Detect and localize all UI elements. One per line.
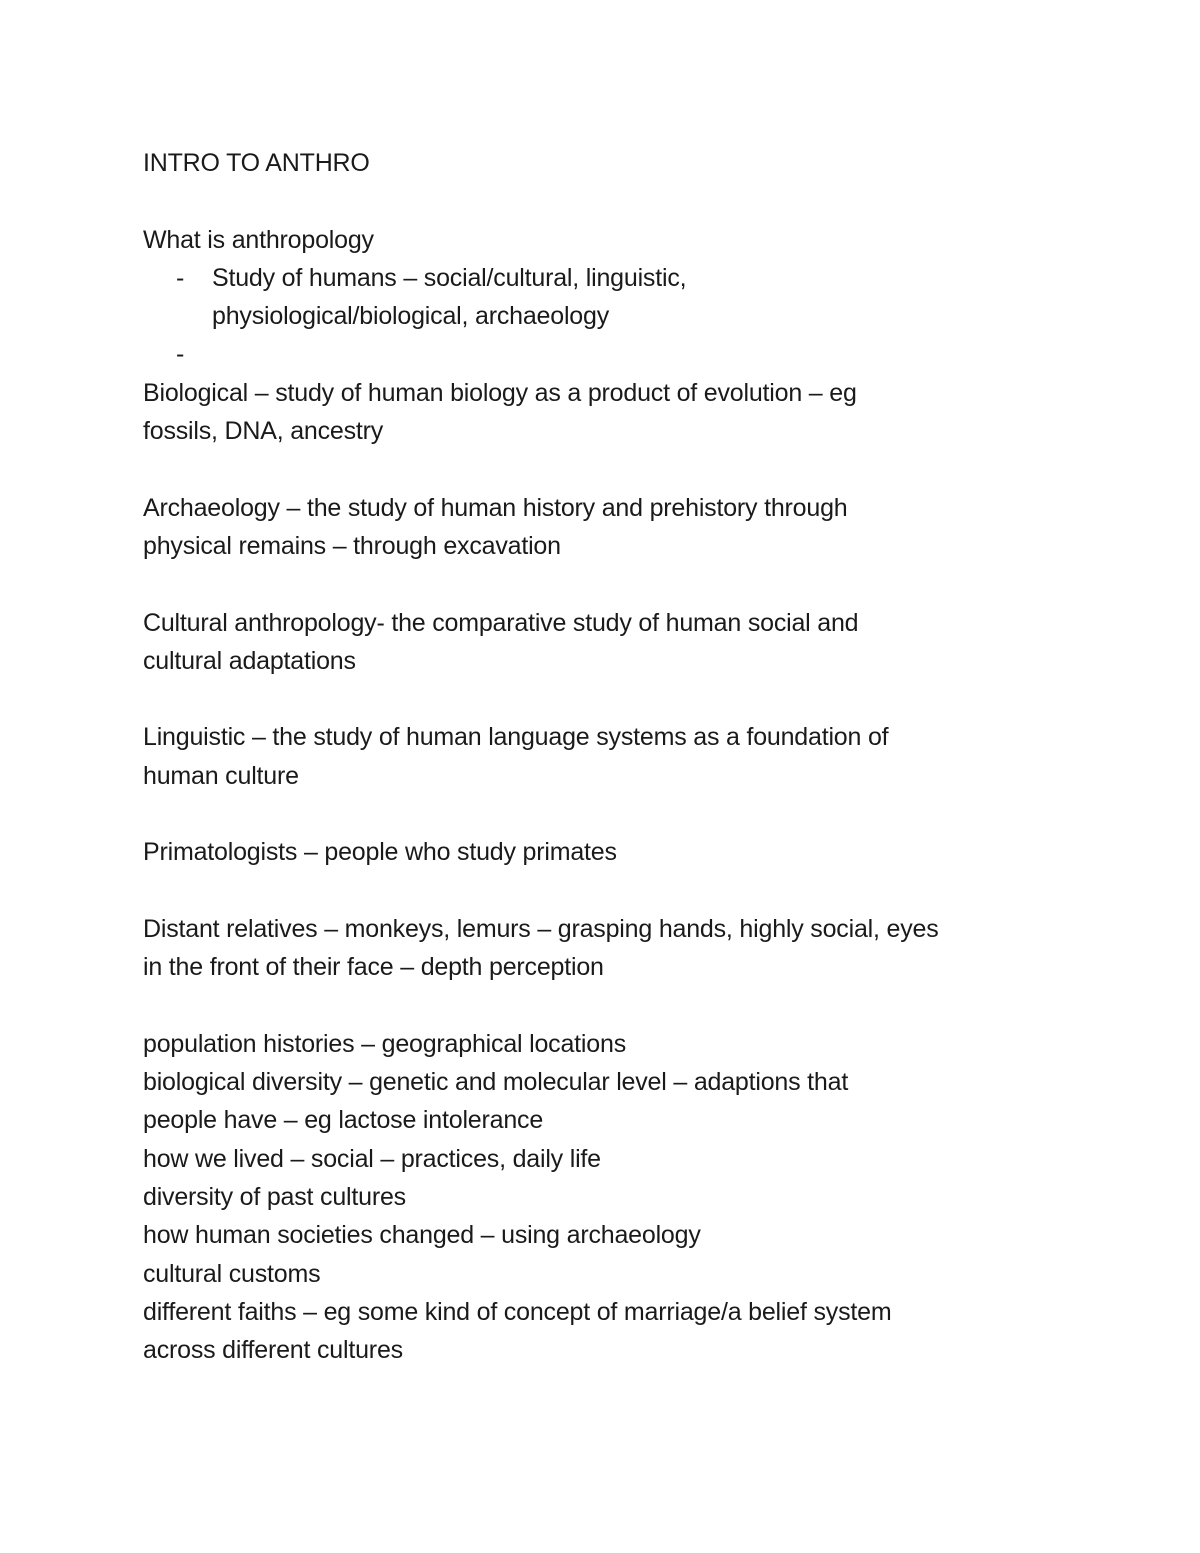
spacer: [143, 182, 1083, 220]
bullet-text: Study of humans – social/cultural, linguistic, physiological/biological, archaeology: [212, 263, 687, 331]
document-body: [143, 144, 1083, 1370]
bullet-item: [143, 259, 1083, 336]
paragraph-line: physical remains – through excavation: [143, 531, 561, 560]
paragraph-line: fossils, DNA, ancestry: [143, 417, 384, 446]
section-heading: What is anthropology: [143, 225, 374, 254]
paragraph-line: Linguistic – the study of human language systems as a foundation of: [143, 723, 889, 752]
spacer: [143, 795, 1083, 833]
note-line: cultural customs: [143, 1259, 321, 1288]
paragraph-linguistic: [143, 718, 1083, 795]
paragraph-line: Biological – study of human biology as a product of evolution – eg: [143, 378, 857, 407]
paragraph-line: Primatologists – people who study primates: [143, 838, 617, 867]
spacer: [143, 565, 1083, 603]
note-line: biological diversity – genetic and molecular level – adaptions that: [143, 1068, 849, 1097]
paragraph-line: Cultural anthropology- the comparative study of human social and: [143, 608, 859, 637]
document-title: INTRO TO ANTHRO: [143, 149, 370, 177]
note-line: different faiths – eg some kind of concept of marriage/a belief system: [143, 1297, 892, 1326]
spacer: [143, 450, 1083, 488]
paragraph-biological: [143, 374, 1083, 451]
bullet-dash: -: [176, 340, 185, 369]
note-line: population histories – geographical locations: [143, 1029, 626, 1058]
paragraph-primatologists: [143, 833, 1083, 871]
note-line: how we lived – social – practices, daily life: [143, 1144, 601, 1173]
paragraph-line: human culture: [143, 761, 299, 790]
note-line: people have – eg lactose intolerance: [143, 1106, 544, 1135]
notes-list: [143, 1025, 1083, 1370]
bullet-list: [143, 259, 1083, 374]
paragraph-line: Archaeology – the study of human history and prehistory through: [143, 493, 848, 522]
paragraph-distant-relatives: [143, 910, 1083, 987]
paragraph-cultural-anthropology: [143, 604, 1083, 681]
bullet-dash: -: [176, 263, 185, 292]
paragraph-line: Distant relatives – monkeys, lemurs – grasping hands, highly social, eyes: [143, 914, 939, 943]
bullet-item-empty: [143, 335, 1083, 373]
note-line: how human societies changed – using archaeology: [143, 1221, 701, 1250]
spacer: [143, 872, 1083, 910]
note-line: diversity of past cultures: [143, 1183, 406, 1212]
paragraph-line: cultural adaptations: [143, 646, 356, 675]
note-line: across different cultures: [143, 1336, 403, 1365]
spacer: [143, 987, 1083, 1025]
spacer: [143, 680, 1083, 718]
paragraph-archaeology: [143, 489, 1083, 566]
paragraph-line: in the front of their face – depth perception: [143, 953, 604, 982]
